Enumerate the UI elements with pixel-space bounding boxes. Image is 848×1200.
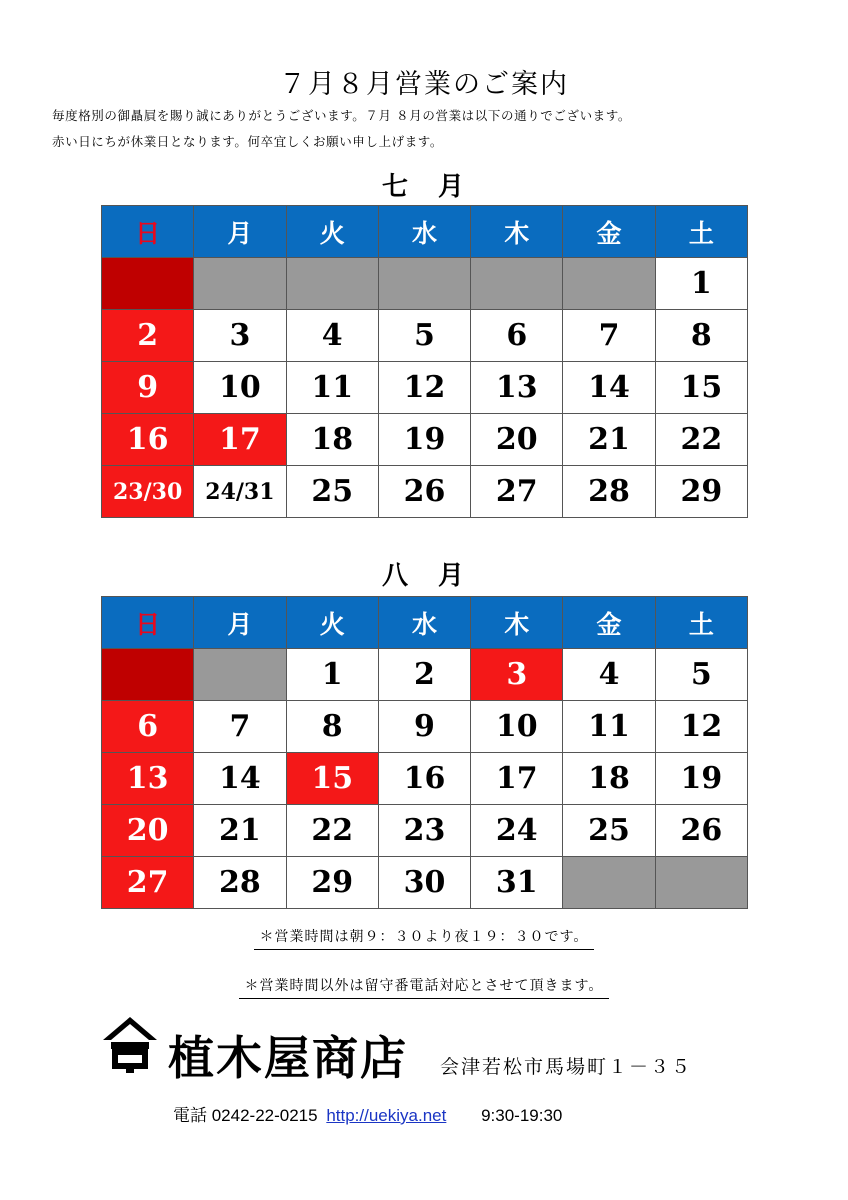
day-cell: 1: [286, 649, 378, 701]
shop-logo-icon: [100, 1014, 160, 1074]
page-title: ７月８月営業のご案内: [279, 69, 569, 100]
week-row: [102, 753, 748, 805]
empty-day-cell: [378, 258, 470, 310]
day-cell: 25: [563, 805, 655, 857]
day-cell: 26: [655, 805, 747, 857]
day-cell: 7: [194, 701, 286, 753]
day-cell: 6: [471, 310, 563, 362]
intro-line-1: 毎度格別の御贔屓を賜り誠にありがとうございます。７月 ８月の営業は以下の通りでございます。: [52, 108, 631, 123]
day-cell: 17: [194, 414, 286, 466]
july-heading: 七 月: [381, 172, 466, 202]
day-cell: 11: [286, 362, 378, 414]
hours-note-text: ＊営業時間は朝９：３０より夜１９：３０です。: [254, 929, 595, 950]
day-cell: 9: [378, 701, 470, 753]
day-cell: 5: [378, 310, 470, 362]
weekday-header-6: 土: [655, 206, 747, 258]
day-cell: 16: [378, 753, 470, 805]
day-cell: 21: [563, 414, 655, 466]
day-cell: 22: [286, 805, 378, 857]
day-cell: 14: [194, 753, 286, 805]
day-cell: 20: [102, 805, 194, 857]
website-link[interactable]: http://uekiya.net: [326, 1106, 447, 1125]
day-cell: 25: [286, 466, 378, 518]
day-cell: 23: [378, 805, 470, 857]
empty-day-cell: [563, 258, 655, 310]
week-row: [102, 362, 748, 414]
day-cell: 5: [655, 649, 747, 701]
day-cell: 24/31: [194, 466, 286, 518]
day-cell: 19: [655, 753, 747, 805]
weekday-header-1: 月: [194, 597, 286, 649]
day-cell: 16: [102, 414, 194, 466]
weekday-header-0: 日: [102, 206, 194, 258]
day-cell: 15: [655, 362, 747, 414]
intro-line-2: 赤い日にちが休業日となります。何卒宜しくお願い申し上げます。: [52, 134, 444, 149]
after-hours-note-text: ＊営業時間以外は留守番電話対応とさせて頂きます。: [239, 978, 610, 999]
day-cell: 23/30: [102, 466, 194, 518]
shop-name: 植木屋商店: [168, 1031, 408, 1085]
day-cell: 27: [471, 466, 563, 518]
day-cell: 13: [471, 362, 563, 414]
weekday-header-row: [102, 597, 748, 649]
day-cell: 15: [286, 753, 378, 805]
day-cell: 3: [471, 649, 563, 701]
after-hours-note: [0, 975, 848, 995]
week-row: [102, 701, 748, 753]
day-cell: 8: [655, 310, 747, 362]
day-cell: 28: [194, 857, 286, 909]
day-cell: 18: [563, 753, 655, 805]
day-cell: 29: [286, 857, 378, 909]
day-cell: 11: [563, 701, 655, 753]
day-cell: 6: [102, 701, 194, 753]
business-hours: 9:30-19:30: [481, 1106, 563, 1125]
weekday-header-4: 木: [471, 597, 563, 649]
weekday-header-3: 水: [378, 206, 470, 258]
july-weeks: [102, 258, 748, 518]
july-calendar: [101, 205, 748, 518]
day-cell: 12: [655, 701, 747, 753]
day-cell: 24: [471, 805, 563, 857]
day-cell: 18: [286, 414, 378, 466]
weekday-header-2: 火: [286, 206, 378, 258]
day-cell: 28: [563, 466, 655, 518]
day-cell: 12: [378, 362, 470, 414]
week-row: [102, 258, 748, 310]
day-cell: 10: [471, 701, 563, 753]
weekday-header-0: 日: [102, 597, 194, 649]
empty-day-cell: [563, 857, 655, 909]
hours-note: [0, 926, 848, 946]
weekday-header-5: 金: [563, 206, 655, 258]
shop-address: 会津若松市馬場町１－３５: [440, 1056, 693, 1078]
empty-day-cell: [655, 857, 747, 909]
day-cell: 2: [102, 310, 194, 362]
empty-day-cell: [194, 258, 286, 310]
weekday-header-5: 金: [563, 597, 655, 649]
empty-day-cell: [471, 258, 563, 310]
day-cell: 9: [102, 362, 194, 414]
weekday-header-3: 水: [378, 597, 470, 649]
day-cell: 13: [102, 753, 194, 805]
day-cell: 10: [194, 362, 286, 414]
day-cell: 4: [563, 649, 655, 701]
empty-day-cell: [102, 258, 194, 310]
week-row: [102, 649, 748, 701]
august-heading: 八 月: [381, 561, 466, 591]
day-cell: 19: [378, 414, 470, 466]
day-cell: 14: [563, 362, 655, 414]
day-cell: 3: [194, 310, 286, 362]
weekday-header-2: 火: [286, 597, 378, 649]
contact-line: [173, 1101, 562, 1126]
weekday-header-1: 月: [194, 206, 286, 258]
week-row: [102, 805, 748, 857]
day-cell: 26: [378, 466, 470, 518]
day-cell: 30: [378, 857, 470, 909]
august-weeks: [102, 649, 748, 909]
week-row: [102, 857, 748, 909]
day-cell: 1: [655, 258, 747, 310]
phone-number: 電話 0242-22-0215: [173, 1106, 318, 1125]
week-row: [102, 310, 748, 362]
empty-day-cell: [286, 258, 378, 310]
weekday-header-4: 木: [471, 206, 563, 258]
day-cell: 29: [655, 466, 747, 518]
day-cell: 27: [102, 857, 194, 909]
empty-day-cell: [194, 649, 286, 701]
day-cell: 31: [471, 857, 563, 909]
day-cell: 21: [194, 805, 286, 857]
empty-day-cell: [102, 649, 194, 701]
day-cell: 22: [655, 414, 747, 466]
week-row: [102, 466, 748, 518]
day-cell: 20: [471, 414, 563, 466]
day-cell: 8: [286, 701, 378, 753]
day-cell: 4: [286, 310, 378, 362]
day-cell: 7: [563, 310, 655, 362]
week-row: [102, 414, 748, 466]
weekday-header-6: 土: [655, 597, 747, 649]
august-calendar: [101, 596, 748, 909]
day-cell: 17: [471, 753, 563, 805]
weekday-header-row: [102, 206, 748, 258]
day-cell: 2: [378, 649, 470, 701]
